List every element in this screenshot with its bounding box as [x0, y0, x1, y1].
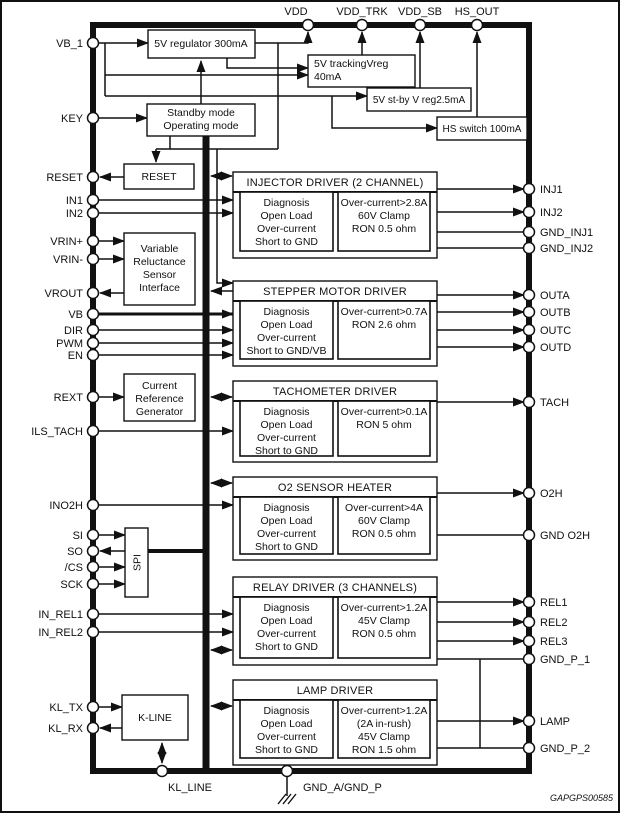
svg-text:KL_TX: KL_TX: [49, 702, 83, 714]
pin-ils-tach: [31, 426, 98, 439]
driver-relay-diagnosis: [255, 602, 318, 653]
right-output-wiring: [437, 189, 524, 748]
driver-lamp: [233, 680, 437, 765]
pin-in2: [66, 208, 99, 221]
block-reset: [124, 164, 194, 189]
svg-text:Over-current: Over-current: [257, 223, 316, 235]
svg-text:Operating mode: Operating mode: [163, 120, 239, 132]
driver-relay-title: RELAY DRIVER (3 CHANNELS): [252, 582, 418, 594]
svg-text:REL1: REL1: [540, 597, 568, 609]
svg-text:Over-current>2.8A: Over-current>2.8A: [340, 197, 428, 209]
block-mode-control: [147, 104, 255, 136]
block-vrs-interface: [124, 233, 195, 305]
svg-text:O2H: O2H: [540, 488, 563, 500]
block-k-line: [122, 695, 188, 740]
svg-text:HS switch 100mA: HS switch 100mA: [442, 124, 522, 135]
svg-text:Over-current: Over-current: [257, 432, 316, 444]
block-current-reference: [124, 374, 195, 421]
svg-text:Current: Current: [141, 380, 178, 392]
svg-text:HS_OUT: HS_OUT: [454, 6, 500, 18]
svg-text:VB: VB: [68, 309, 83, 321]
driver-stepper: [233, 281, 437, 366]
svg-text:RESET: RESET: [141, 171, 177, 183]
svg-text:EN: EN: [67, 350, 83, 362]
svg-text:Diagnosis: Diagnosis: [263, 705, 310, 717]
svg-text:40mA: 40mA: [314, 71, 342, 83]
driver-o2-heater-diagnosis: [255, 502, 318, 553]
svg-text:60V Clamp: 60V Clamp: [358, 515, 410, 527]
svg-text:Over-current: Over-current: [257, 731, 316, 743]
pin-inj1: [524, 184, 563, 197]
svg-text:REXT: REXT: [53, 392, 83, 404]
svg-text:Short to GND: Short to GND: [254, 641, 319, 653]
svg-text:Short to GND: Short to GND: [254, 445, 319, 457]
svg-text:Standby mode: Standby mode: [167, 107, 235, 119]
pin-vb-1: [56, 38, 98, 51]
pin-tach: [524, 397, 570, 410]
svg-text:Short to GND: Short to GND: [254, 744, 319, 756]
pin-lamp: [524, 716, 570, 729]
driver-tachometer-title: TACHOMETER DRIVER: [272, 386, 398, 398]
svg-text:Diagnosis: Diagnosis: [263, 306, 310, 318]
bus-driver-links: [211, 176, 233, 706]
svg-text:REL2: REL2: [540, 617, 568, 629]
pin-in1: [66, 195, 99, 208]
svg-text:Over-current>0.7A: Over-current>0.7A: [340, 306, 428, 318]
svg-text:GND O2H: GND O2H: [540, 530, 591, 542]
svg-text:SO: SO: [67, 546, 83, 558]
svg-text:VDD_SB: VDD_SB: [397, 6, 443, 18]
svg-text:Variable: Variable: [140, 243, 179, 255]
svg-text:KEY: KEY: [60, 113, 83, 125]
svg-text:VB_1: VB_1: [56, 38, 83, 50]
svg-text:OUTC: OUTC: [540, 325, 572, 337]
svg-text:Reference: Reference: [135, 393, 184, 405]
svg-text:GND_P_2: GND_P_2: [540, 743, 591, 755]
pin-si: [73, 530, 99, 543]
svg-text:KL_LINE: KL_LINE: [167, 782, 213, 794]
svg-text:LAMP: LAMP: [540, 716, 570, 728]
svg-text:IN_REL1: IN_REL1: [38, 609, 83, 621]
svg-text:45V Clamp: 45V Clamp: [358, 731, 410, 743]
driver-o2-heater: [233, 477, 437, 560]
svg-text:SCK: SCK: [60, 579, 83, 591]
driver-injector-title: INJECTOR DRIVER (2 CHANNEL): [246, 177, 424, 189]
pin-gnd-p-1: [524, 654, 591, 667]
driver-stepper-title: STEPPER MOTOR DRIVER: [263, 286, 407, 298]
svg-text:Open Load: Open Load: [260, 515, 313, 527]
svg-text:Over-current: Over-current: [257, 628, 316, 640]
pin-in-rel1: [38, 609, 98, 622]
svg-text:IN1: IN1: [65, 195, 83, 207]
svg-text:Diagnosis: Diagnosis: [263, 602, 310, 614]
pin-in-rel2: [38, 627, 98, 640]
driver-lamp-diagnosis: [255, 705, 318, 756]
svg-text:VRIN-: VRIN-: [53, 254, 83, 266]
pin-kl-tx: [49, 702, 98, 715]
pin-inj2: [524, 207, 563, 220]
svg-text:GND_INJ1: GND_INJ1: [540, 227, 594, 239]
svg-text:VROUT: VROUT: [44, 288, 83, 300]
svg-text:INJ2: INJ2: [540, 207, 563, 219]
svg-text:VDD: VDD: [284, 6, 308, 18]
pin-gnd-p-2: [524, 743, 591, 756]
svg-text:45V Clamp: 45V Clamp: [358, 615, 410, 627]
svg-text:Reluctance: Reluctance: [133, 256, 186, 268]
svg-text:GND_P_1: GND_P_1: [540, 654, 591, 666]
pin-reset: [46, 172, 98, 185]
svg-text:K-LINE: K-LINE: [138, 712, 172, 724]
pin-gnd-inj1: [524, 227, 594, 240]
block-5v-regulator-label: 5V regulator 300mA: [154, 38, 248, 50]
svg-text:Sensor: Sensor: [142, 269, 177, 281]
svg-text:GND_A/GND_P: GND_A/GND_P: [303, 782, 382, 794]
figure-code: GAPGPS00585: [549, 793, 613, 803]
svg-text:OUTD: OUTD: [540, 342, 572, 354]
svg-text:OUTA: OUTA: [540, 290, 570, 302]
svg-text:Over-current>0.1A: Over-current>0.1A: [340, 406, 428, 418]
svg-text:VRIN+: VRIN+: [50, 236, 83, 248]
svg-text:Open Load: Open Load: [260, 718, 313, 730]
svg-text:Open Load: Open Load: [260, 615, 313, 627]
pin-dir: [64, 325, 98, 338]
svg-text:RON 0.5 ohm: RON 0.5 ohm: [351, 528, 417, 540]
svg-text:SI: SI: [72, 530, 83, 542]
pin-rel3: [524, 636, 568, 649]
svg-text:5V trackingVreg: 5V trackingVreg: [314, 58, 389, 70]
svg-text:OUTB: OUTB: [540, 307, 571, 319]
svg-text:INJ1: INJ1: [540, 184, 563, 196]
driver-lamp-title: LAMP DRIVER: [296, 685, 374, 697]
pin-vrout: [45, 288, 99, 301]
driver-tachometer-diagnosis: [255, 406, 318, 457]
pin-vb: [68, 309, 98, 322]
block-hs-switch: [437, 117, 527, 140]
svg-text:VDD_TRK: VDD_TRK: [336, 6, 388, 18]
svg-text:Over-current>1.2A: Over-current>1.2A: [340, 602, 428, 614]
pin-outd: [524, 342, 572, 355]
pin-vrin-plus: [50, 236, 98, 249]
svg-text:Over-current>4A: Over-current>4A: [345, 502, 423, 514]
svg-text:IN_REL2: IN_REL2: [38, 627, 83, 639]
svg-text:Over-current: Over-current: [257, 528, 316, 540]
svg-text:GND_INJ2: GND_INJ2: [540, 243, 594, 255]
svg-text:RESET: RESET: [46, 172, 83, 184]
svg-text:RON 2.6 ohm: RON 2.6 ohm: [351, 319, 417, 331]
svg-text:Over-current: Over-current: [257, 332, 316, 344]
block-tracking-vreg: [308, 55, 415, 87]
svg-text:Interface: Interface: [139, 282, 180, 294]
block-spi: [125, 528, 148, 597]
svg-text:REL3: REL3: [540, 636, 568, 648]
block-5v-regulator: [148, 30, 255, 58]
pin-outb: [524, 307, 571, 320]
pin-cs: [65, 562, 99, 575]
pin-rel2: [524, 617, 568, 630]
pin-gnd-o2h: [524, 530, 591, 543]
svg-text:KL_RX: KL_RX: [48, 723, 83, 735]
driver-injector: [233, 172, 437, 258]
svg-text:60V Clamp: 60V Clamp: [358, 210, 410, 222]
svg-text:SPI: SPI: [131, 554, 144, 571]
driver-injector-diagnosis: [255, 197, 318, 248]
svg-text:IN2: IN2: [65, 208, 83, 220]
pin-en: [68, 350, 99, 363]
svg-text:Short to GND: Short to GND: [254, 541, 319, 553]
pin-ino2h: [49, 500, 98, 513]
svg-text:Diagnosis: Diagnosis: [263, 406, 310, 418]
svg-text:/CS: /CS: [64, 562, 83, 574]
svg-text:Over-current>1.2A: Over-current>1.2A: [340, 705, 428, 717]
pin-kl-rx: [48, 723, 98, 736]
svg-text:(2A in-rush): (2A in-rush): [356, 718, 412, 730]
pin-outc: [524, 325, 572, 338]
svg-text:RON 0.5 ohm: RON 0.5 ohm: [351, 223, 417, 235]
pin-outa: [524, 290, 571, 303]
pin-vrin-minus: [53, 254, 98, 267]
svg-text:ILS_TACH: ILS_TACH: [31, 426, 83, 438]
svg-text:Short to GND: Short to GND: [254, 236, 319, 248]
svg-text:Open Load: Open Load: [260, 210, 313, 222]
svg-text:Open Load: Open Load: [260, 419, 313, 431]
driver-o2-heater-title: O2 SENSOR HEATER: [277, 482, 393, 494]
svg-text:Diagnosis: Diagnosis: [263, 197, 310, 209]
main-control-bus: [203, 136, 210, 771]
svg-text:Diagnosis: Diagnosis: [263, 502, 310, 514]
svg-text:Open Load: Open Load: [260, 319, 313, 331]
svg-text:DIR: DIR: [64, 325, 83, 337]
svg-text:5V st-by V reg2.5mA: 5V st-by V reg2.5mA: [372, 95, 466, 106]
driver-stepper-specs: [341, 306, 428, 331]
pin-rel1: [524, 597, 568, 610]
svg-text:Short to GND/VB: Short to GND/VB: [246, 345, 327, 357]
driver-tachometer: [233, 381, 437, 462]
driver-relay: [233, 577, 437, 665]
pin-gnd-inj2: [524, 243, 594, 256]
pin-sck: [60, 579, 98, 592]
svg-text:RON 5 ohm: RON 5 ohm: [356, 419, 412, 431]
svg-text:RON 0.5 ohm: RON 0.5 ohm: [351, 628, 417, 640]
pin-pwm: [56, 338, 98, 351]
svg-text:Generator: Generator: [135, 406, 184, 418]
pin-so: [67, 546, 98, 559]
pin-rext: [54, 392, 99, 405]
block-standby-vreg: [367, 88, 471, 111]
pin-o2h: [524, 488, 563, 501]
svg-text:TACH: TACH: [540, 397, 570, 409]
svg-text:PWM: PWM: [56, 338, 83, 350]
pin-key: [61, 113, 99, 126]
svg-text:RON 1.5 ohm: RON 1.5 ohm: [351, 744, 417, 756]
svg-text:INO2H: INO2H: [49, 500, 83, 512]
